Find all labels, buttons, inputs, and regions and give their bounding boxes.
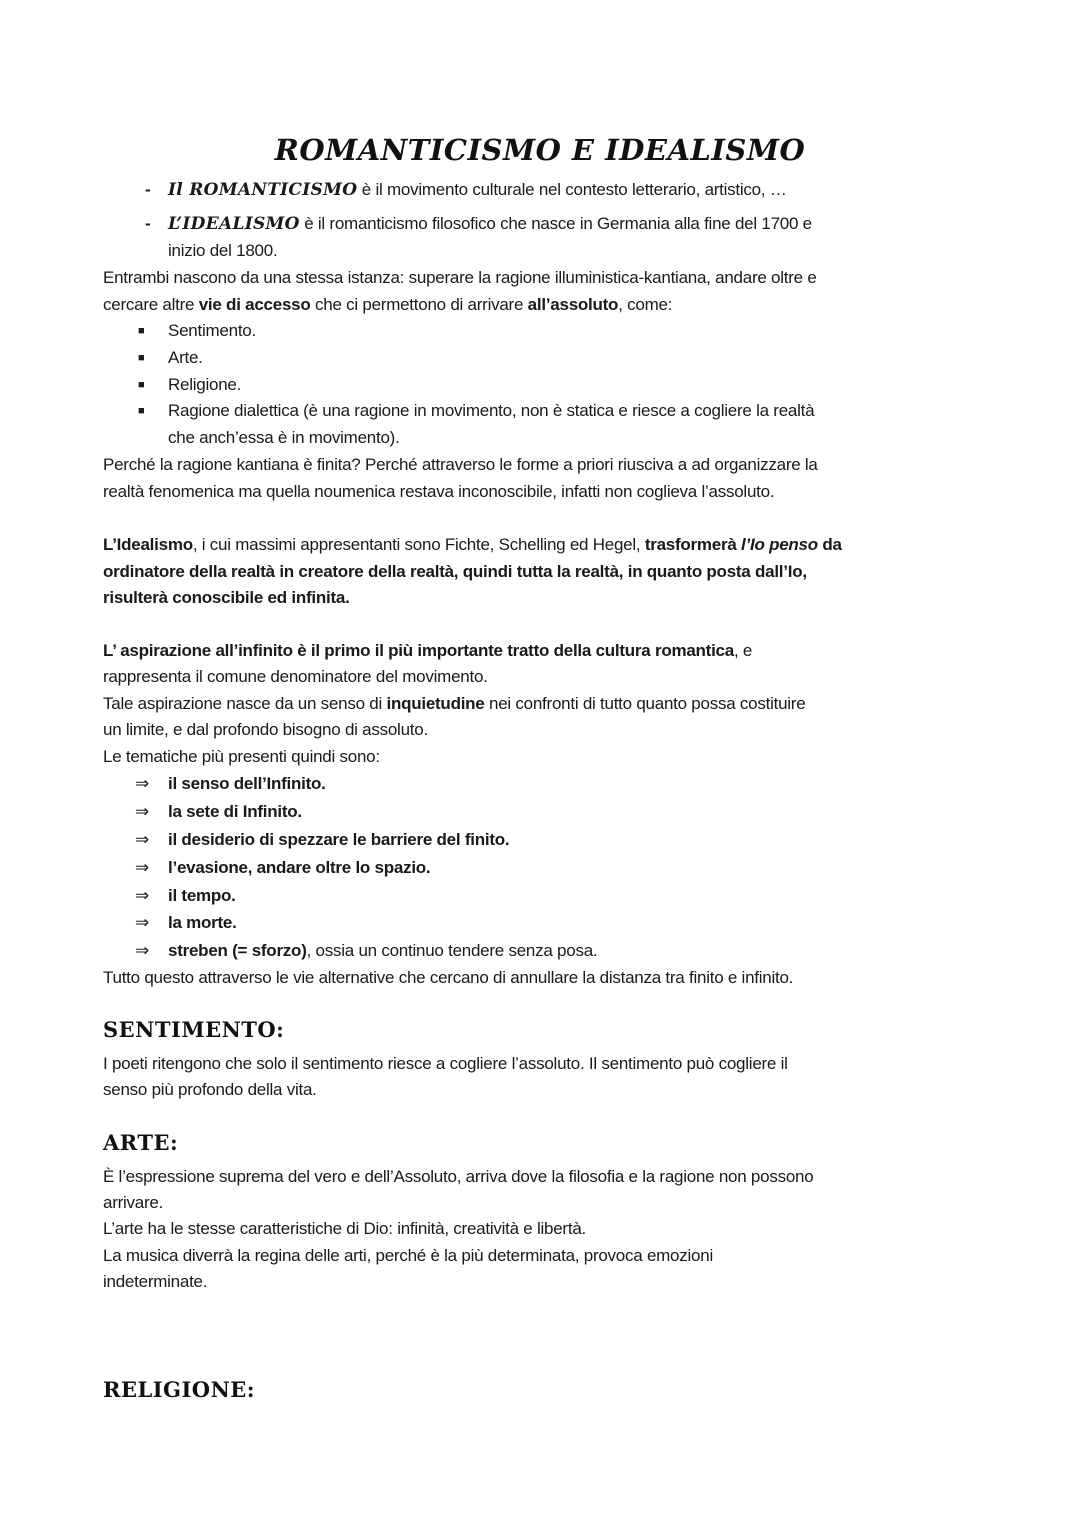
text-line <box>103 967 793 989</box>
text-line <box>103 587 350 609</box>
text-segment: Sentimento. <box>168 321 256 340</box>
text-segment: , e <box>733 641 753 660</box>
text-line <box>168 347 203 369</box>
bold-text: inquietudine <box>386 694 485 713</box>
text-line <box>103 1271 207 1293</box>
text-line <box>103 666 488 688</box>
text-line <box>103 267 817 289</box>
text-segment: nei confronti di tutto quanto possa costituire <box>484 694 806 713</box>
arrow-bullet-icon: ⇒ <box>135 774 149 793</box>
bold-text: il senso dell’Infinito. <box>168 774 326 793</box>
text-line <box>103 1166 813 1188</box>
bold-text: l’evasione, andare oltre lo spazio. <box>168 858 431 877</box>
decorative-term: Il ROMANTICISMO <box>168 180 358 200</box>
text-segment: realtà fenomenica ma quella noumenica restava inconoscibile, infatti non coglieva l’assoluto. <box>103 482 775 501</box>
bold-text: risulterà conoscibile ed infinita. <box>103 588 350 607</box>
bold-text: da <box>817 535 842 554</box>
text-line <box>103 719 428 741</box>
bold-text: il tempo. <box>168 886 236 905</box>
bold-text: trasformerà <box>644 535 742 554</box>
text-segment: senso più profondo della vita. <box>103 1080 317 1099</box>
text-line <box>168 801 302 823</box>
text-segment: Religione. <box>168 375 242 394</box>
text-line <box>103 1192 163 1214</box>
text-segment: un limite, e dal profondo bisogno di assoluto. <box>103 720 428 739</box>
text-line <box>103 1053 788 1075</box>
text-line <box>168 857 430 879</box>
text-line <box>168 829 509 851</box>
section-heading <box>103 1132 178 1154</box>
text-segment: è il movimento culturale nel contesto letterario, artistico, … <box>357 180 787 199</box>
text-segment: , come: <box>618 295 673 314</box>
text-segment: La musica diverrà la regina delle arti, perché è la più determinata, provoca emozioni <box>103 1246 713 1265</box>
text-segment: Entrambi nascono da una stessa istanza: superare la ragione illuministica-kantiana, andare oltre e <box>103 268 817 287</box>
text-line <box>168 773 326 795</box>
text-line <box>103 1245 713 1267</box>
text-segment: SENTIMENTO: <box>103 1017 285 1042</box>
text-segment: I poeti ritengono che solo il sentimento riesce a cogliere l’assoluto. Il sentimento può cogliere il <box>103 1054 788 1073</box>
bold-text: vie di accesso <box>198 295 311 314</box>
text-line <box>168 427 400 449</box>
square-bullet-icon: ■ <box>138 352 145 364</box>
text-line <box>168 940 597 962</box>
text-segment: RELIGIONE: <box>103 1377 256 1402</box>
text-segment: è il romanticismo filosofico che nasce in Germania alla fine del 1700 e <box>299 214 812 233</box>
bold-text: il desiderio di spezzare le barriere del finito. <box>168 830 510 849</box>
arrow-bullet-icon: ⇒ <box>135 886 149 905</box>
text-line <box>103 1218 586 1240</box>
bold-text: streben (= sforzo) <box>168 941 307 960</box>
text-line <box>103 1079 317 1101</box>
text-line <box>103 640 752 662</box>
text-segment: , i cui massimi appresentanti sono Fichte, Schelling ed Hegel, <box>192 535 645 554</box>
arrow-bullet-icon: ⇒ <box>135 802 149 821</box>
text-line <box>168 400 814 422</box>
text-line <box>168 320 256 342</box>
text-segment: Tale aspirazione nasce da un senso di <box>103 694 387 713</box>
text-line <box>168 912 237 934</box>
text-segment: ARTE: <box>103 1130 179 1155</box>
text-line <box>103 294 672 316</box>
text-segment: Ragione dialettica (è una ragione in movimento, non è statica e riesce a cogliere la realtà <box>168 401 815 420</box>
bold-text: all’assoluto <box>527 295 619 314</box>
text-line <box>103 561 807 583</box>
text-line <box>103 534 842 556</box>
text-segment: inizio del 1800. <box>168 241 278 260</box>
bold-text: l’Io penso <box>741 535 818 554</box>
text-segment: che anch’essa è in movimento). <box>168 428 400 447</box>
text-segment: che ci permettono di arrivare <box>310 295 528 314</box>
arrow-bullet-icon: ⇒ <box>135 941 149 960</box>
arrow-bullet-icon: ⇒ <box>135 858 149 877</box>
text-segment: , ossia un continuo tendere senza posa. <box>306 941 598 960</box>
text-line <box>168 885 236 907</box>
text-segment: Perché la ragione kantiana è finita? Perché attraverso le forme a priori riusciva a ad organizzare la <box>103 455 818 474</box>
decorative-term: L’IDEALISMO <box>168 214 300 234</box>
text-line <box>103 746 380 768</box>
text-segment: È l’espressione suprema del vero e dell’Assoluto, arriva dove la filosofia e la ragione non possono <box>103 1167 814 1186</box>
text-segment: cercare altre <box>103 295 199 314</box>
text-line <box>103 693 805 715</box>
text-line <box>168 213 812 235</box>
text-line <box>103 454 818 476</box>
dash-bullet: - <box>145 180 151 199</box>
text-segment: arrivare. <box>103 1193 164 1212</box>
bold-text: ordinatore della realtà in creatore della realtà, quindi tutta la realtà, in quanto posta dall’Io, <box>103 562 807 581</box>
text-segment: Tutto questo attraverso le vie alternative che cercano di annullare la distanza tra finito e infinito. <box>103 968 794 987</box>
text-line <box>168 240 277 262</box>
section-heading <box>103 1019 284 1041</box>
dash-bullet: - <box>145 214 151 233</box>
text-segment: Le tematiche più presenti quindi sono: <box>103 747 380 766</box>
text-segment: rappresenta il comune denominatore del movimento. <box>103 667 488 686</box>
text-segment: indeterminate. <box>103 1272 208 1291</box>
section-heading <box>103 1379 255 1401</box>
text-line <box>168 179 787 201</box>
bold-text: la sete di Infinito. <box>168 802 302 821</box>
arrow-bullet-icon: ⇒ <box>135 830 149 849</box>
text-line <box>103 481 774 503</box>
text-segment: L’arte ha le stesse caratteristiche di Dio: infinità, creatività e libertà. <box>103 1219 586 1238</box>
square-bullet-icon: ■ <box>138 379 145 391</box>
square-bullet-icon: ■ <box>138 325 145 337</box>
text-segment: Arte. <box>168 348 203 367</box>
bold-text: L’ aspirazione all’infinito è il primo il più importante tratto della cultura romantica <box>103 641 734 660</box>
arrow-bullet-icon: ⇒ <box>135 913 149 932</box>
bold-text: la morte. <box>168 913 237 932</box>
text-line <box>168 374 241 396</box>
bold-text: L’Idealismo <box>103 535 193 554</box>
square-bullet-icon: ■ <box>138 405 145 417</box>
page-title: ROMANTICISMO E IDEALISMO <box>274 133 806 167</box>
